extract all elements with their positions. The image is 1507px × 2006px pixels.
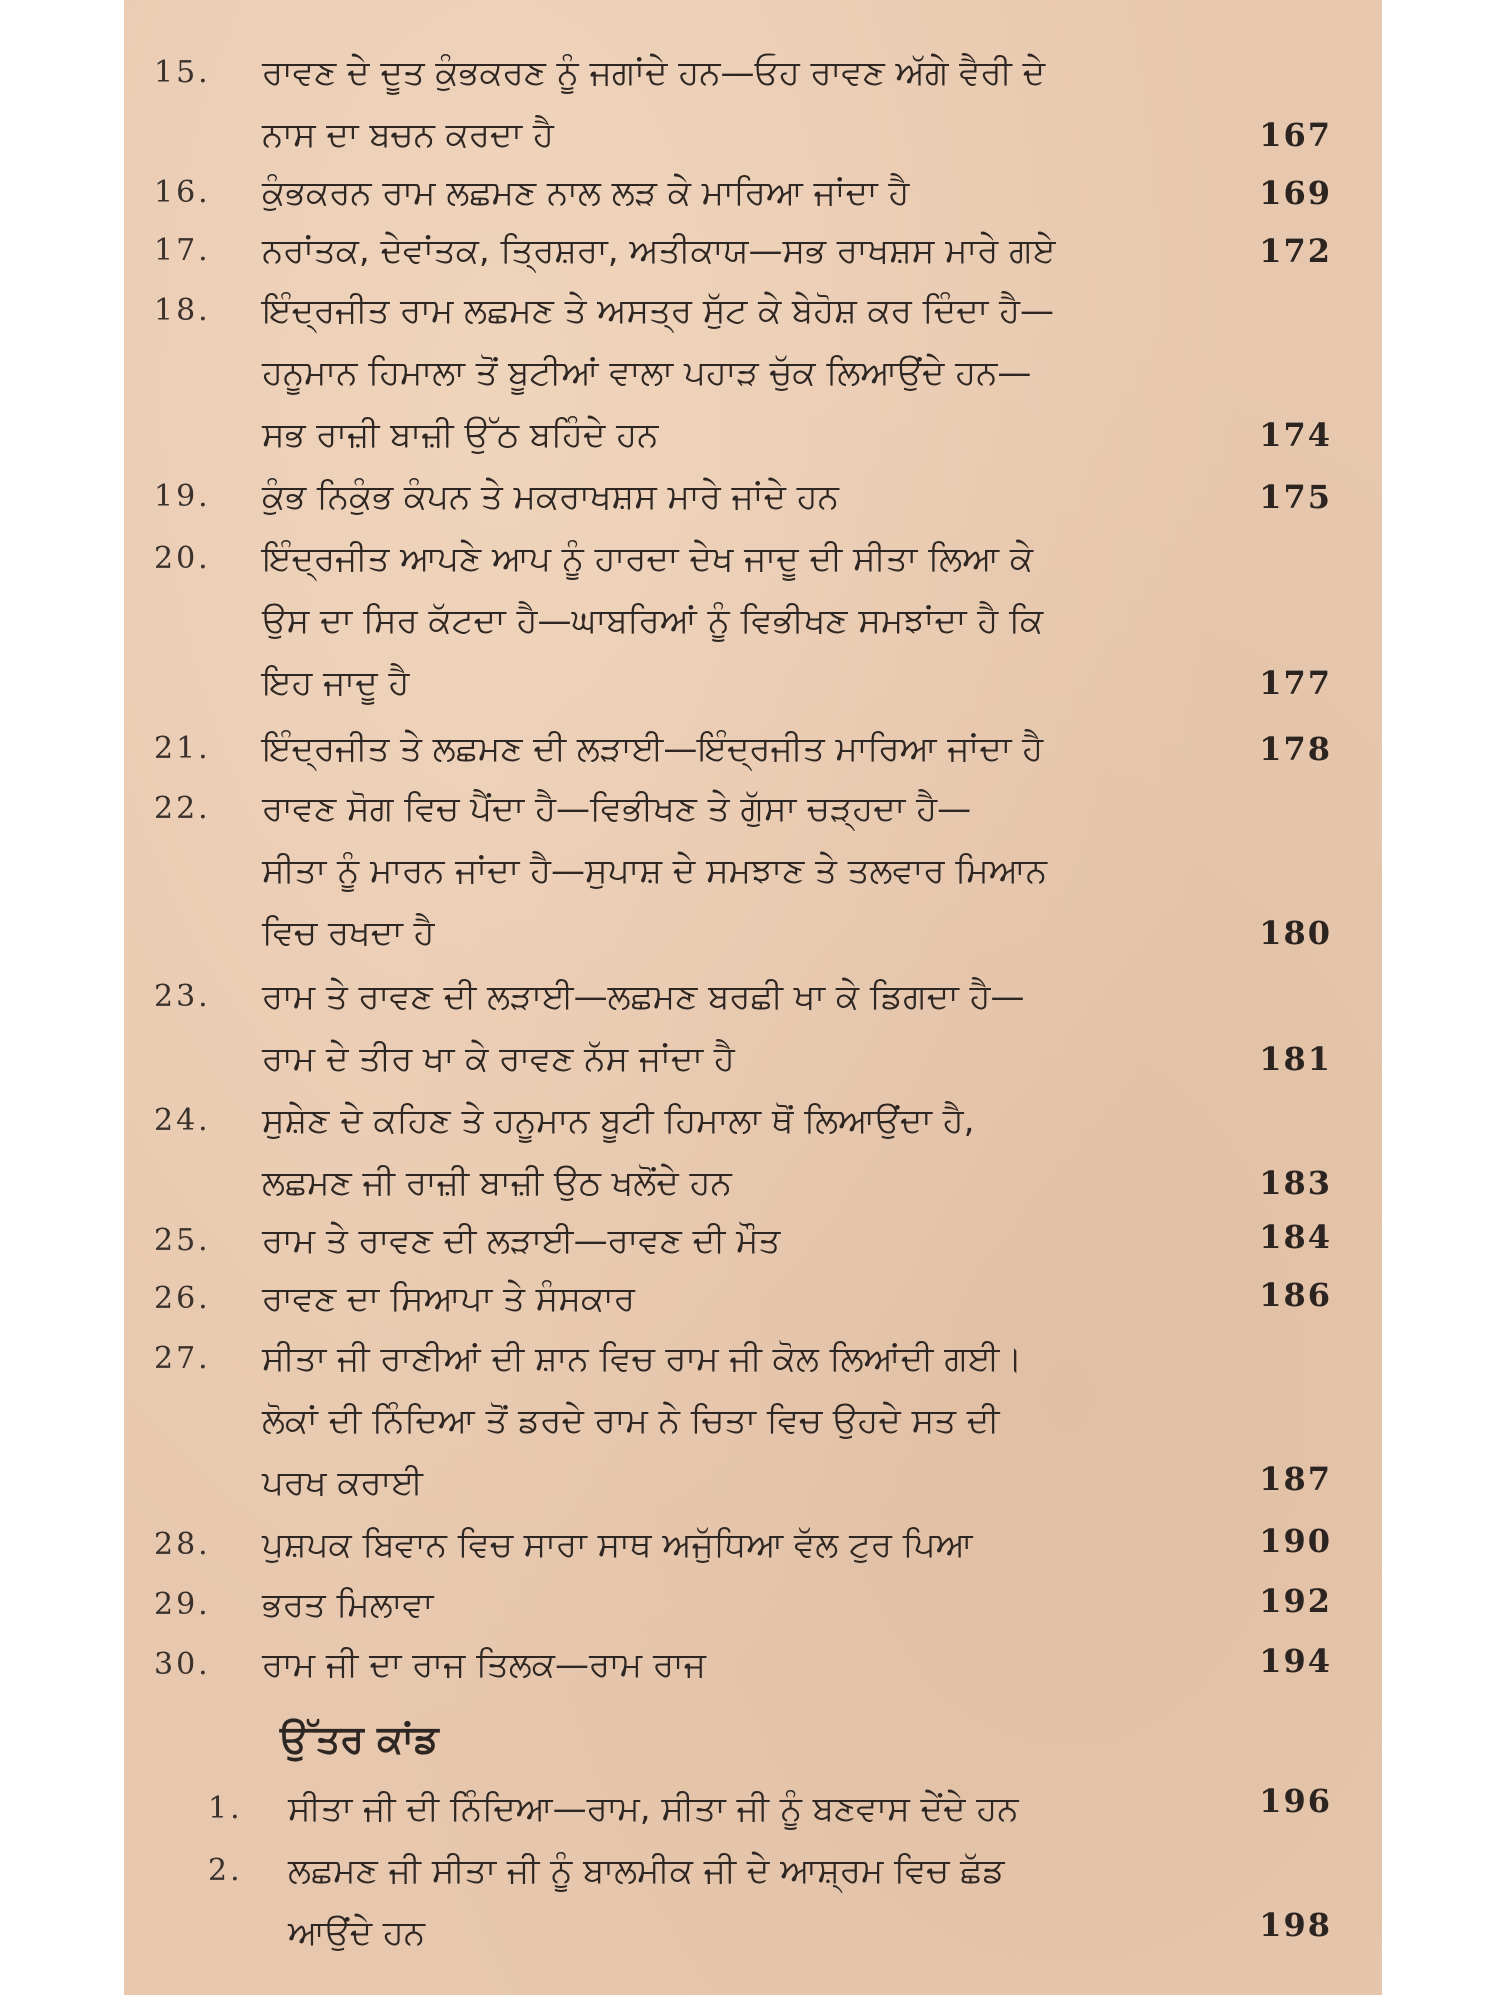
entry-page-number: 190	[1259, 1522, 1332, 1560]
toc-entry	[124, 1516, 1382, 1574]
entry-title-line: ਸੁਸ਼ੇਣ ਦੇ ਕਹਿਣ ਤੇ ਹਨੂਮਾਨ ਬੂਟੀ ਹਿਮਾਲਾ ਥੋਂ ਲਿਆਉਂਦਾ ਹੈ,	[262, 1101, 975, 1141]
toc-entry	[124, 282, 1382, 455]
entry-number: 21.	[154, 731, 211, 766]
entry-title-line: ਇੰਦ੍ਰਜੀਤ ਆਪਣੇ ਆਪ ਨੂੰ ਹਾਰਦਾ ਦੇਖ ਜਾਦੂ ਦੀ ਸੀਤਾ ਲਿਆ ਕੇ	[262, 539, 1034, 579]
entry-title-line: ਕੁੰਭਕਰਨ ਰਾਮ ਲਛਮਣ ਨਾਲ ਲੜ ਕੇ ਮਾਰਿਆ ਜਾਂਦਾ ਹੈ	[262, 173, 910, 213]
toc-entry	[124, 1270, 1382, 1328]
toc-entry	[124, 968, 1382, 1079]
entry-title	[262, 1516, 1262, 1578]
toc-entry	[124, 780, 1382, 953]
toc-entry	[124, 720, 1382, 778]
entry-title	[288, 1842, 1288, 1966]
entry-title-line: ਰਾਮ ਤੇ ਰਾਵਣ ਦੀ ਲੜਾਈ—ਲਛਮਣ ਬਰਛੀ ਖਾ ਕੇ ਡਿਗਦਾ ਹੈ—	[262, 977, 1025, 1017]
entry-number: 16.	[154, 175, 211, 210]
entry-title	[262, 1636, 1262, 1698]
toc-entry	[124, 222, 1382, 280]
entry-title	[288, 1780, 1288, 1842]
toc-entry	[124, 1212, 1382, 1270]
entry-number: 15.	[154, 55, 211, 90]
entry-number: 23.	[154, 979, 211, 1014]
entry-page-number: 180	[1259, 914, 1332, 952]
entry-page-number: 174	[1259, 416, 1332, 454]
entry-title-line: ਭਰਤ ਮਿਲਾਵਾ	[262, 1585, 434, 1625]
entry-page-number: 175	[1259, 478, 1332, 516]
entry-title-line: ਪਰਖ ਕਰਾਈ	[262, 1463, 423, 1503]
entry-title	[262, 720, 1262, 782]
entry-title-line: ਰਾਵਣ ਦਾ ਸਿਆਪਾ ਤੇ ਸੰਸਕਾਰ	[262, 1279, 635, 1319]
entry-page-number: 187	[1259, 1460, 1332, 1498]
entry-number: 2.	[208, 1853, 243, 1888]
entry-title-line: ਲੋਕਾਂ ਦੀ ਨਿੰਦਿਆ ਤੋਂ ਡਰਦੇ ਰਾਮ ਨੇ ਚਿਤਾ ਵਿਚ ਉਹਦੇ ਸਤ ਦੀ	[262, 1401, 1000, 1441]
entry-page-number: 192	[1259, 1582, 1332, 1620]
entry-number: 26.	[154, 1281, 211, 1316]
entry-title-line: ਕੁੰਭ ਨਿਕੁੰਭ ਕੰਪਨ ਤੇ ਮਕਰਾਖਸ਼ਸ ਮਾਰੇ ਜਾਂਦੇ ਹਨ	[262, 477, 839, 517]
entry-title-line: ਸੀਤਾ ਜੀ ਦੀ ਨਿੰਦਿਆ—ਰਾਮ, ਸੀਤਾ ਜੀ ਨੂੰ ਬਣਵਾਸ ਦੇਂਦੇ ਹਨ	[288, 1789, 1019, 1829]
entry-title-line: ਲਛਮਣ ਜੀ ਸੀਤਾ ਜੀ ਨੂੰ ਬਾਲਮੀਕ ਜੀ ਦੇ ਆਸ਼੍ਰਮ ਵਿਚ ਛੱਡ	[288, 1851, 1005, 1891]
entry-number: 29.	[154, 1587, 211, 1622]
entry-page-number: 183	[1259, 1164, 1332, 1202]
entry-number: 30.	[154, 1647, 211, 1682]
toc-entry	[124, 468, 1382, 526]
entry-number: 28.	[154, 1527, 211, 1562]
entry-title	[262, 968, 1262, 1092]
entry-number: 17.	[154, 233, 211, 268]
entry-title-line: ਰਾਵਣ ਸੋਗ ਵਿਚ ਪੈਂਦਾ ਹੈ—ਵਿਭੀਖਣ ਤੇ ਗੁੱਸਾ ਚੜ੍ਹਦਾ ਹੈ—	[262, 789, 972, 829]
entry-title-line: ਲਛਮਣ ਜੀ ਰਾਜ਼ੀ ਬਾਜ਼ੀ ਉਠ ਖਲੋਂਦੇ ਹਨ	[262, 1163, 732, 1203]
toc-entry	[124, 1330, 1382, 1503]
entry-title	[262, 780, 1262, 966]
toc-entry	[124, 1842, 1382, 1953]
entry-page-number: 177	[1259, 664, 1332, 702]
entry-page-number: 169	[1259, 174, 1332, 212]
entry-title-line: ਇਹ ਜਾਦੂ ਹੈ	[262, 663, 410, 703]
entry-title-line: ਸਭ ਰਾਜ਼ੀ ਬਾਜ਼ੀ ਉੱਠ ਬਹਿੰਦੇ ਹਨ	[262, 415, 659, 455]
entry-title-line: ਰਾਮ ਜੀ ਦਾ ਰਾਜ ਤਿਲਕ—ਰਾਮ ਰਾਜ	[262, 1645, 706, 1685]
entry-number: 19.	[154, 479, 211, 514]
toc-entry	[124, 1636, 1382, 1694]
entry-page-number: 186	[1259, 1276, 1332, 1314]
entry-number: 20.	[154, 541, 211, 576]
toc-entry	[124, 164, 1382, 222]
entry-number: 25.	[154, 1223, 211, 1258]
entry-title-line: ਵਿਚ ਰਖਦਾ ਹੈ	[262, 913, 435, 953]
toc-entry	[124, 1780, 1382, 1838]
toc-entry	[124, 1576, 1382, 1634]
entry-title-line: ਉਸ ਦਾ ਸਿਰ ਕੱਟਦਾ ਹੈ—ਘਾਬਰਿਆਂ ਨੂੰ ਵਿਭੀਖਣ ਸਮਝਾਂਦਾ ਹੈ ਕਿ	[262, 601, 1044, 641]
toc-entry	[124, 530, 1382, 703]
entry-number: 18.	[154, 293, 211, 328]
book-page	[124, 0, 1382, 1995]
entry-title-line: ਆਉਂਦੇ ਹਨ	[288, 1913, 426, 1953]
entry-title	[262, 1330, 1262, 1516]
entry-title	[262, 468, 1262, 530]
toc-entry	[124, 44, 1382, 155]
entry-title	[262, 44, 1262, 168]
toc-entry	[124, 1092, 1382, 1203]
entry-title-line: ਰਾਵਣ ਦੇ ਦੂਤ ਕੁੰਭਕਰਣ ਨੂੰ ਜਗਾਂਦੇ ਹਨ—ਓਹ ਰਾਵਣ ਅੱਗੇ ਵੈਰੀ ਦੇ	[262, 53, 1046, 93]
entry-title-line: ਇੰਦ੍ਰਜੀਤ ਰਾਮ ਲਛਮਣ ਤੇ ਅਸਤ੍ਰ ਸੁੱਟ ਕੇ ਬੇਹੋਸ਼ ਕਰ ਦਿੰਦਾ ਹੈ—	[262, 291, 1055, 331]
entry-title	[262, 1212, 1262, 1274]
entry-title	[262, 530, 1262, 716]
entry-page-number: 167	[1259, 116, 1332, 154]
entry-page-number: 178	[1259, 730, 1332, 768]
entry-page-number: 181	[1259, 1040, 1332, 1078]
section-heading: ਉੱਤਰ ਕਾਂਡ	[280, 1717, 439, 1761]
entry-number: 22.	[154, 791, 211, 826]
entry-page-number: 196	[1259, 1782, 1332, 1820]
entry-title	[262, 1270, 1262, 1332]
entry-title-line: ਪੁਸ਼ਪਕ ਬਿਵਾਨ ਵਿਚ ਸਾਰਾ ਸਾਥ ਅਜੁੱਧਿਆ ਵੱਲ ਟੁਰ ਪਿਆ	[262, 1525, 973, 1565]
entry-title-line: ਸੀਤਾ ਜੀ ਰਾਣੀਆਂ ਦੀ ਸ਼ਾਨ ਵਿਚ ਰਾਮ ਜੀ ਕੋਲ ਲਿਆਂਦੀ ਗਈ।	[262, 1339, 1023, 1379]
entry-title-line: ਸੀਤਾ ਨੂੰ ਮਾਰਨ ਜਾਂਦਾ ਹੈ—ਸੁਪਾਸ਼ ਦੇ ਸਮਝਾਣ ਤੇ ਤਲਵਾਰ ਮਿਆਨ	[262, 851, 1047, 891]
entry-number: 24.	[154, 1103, 211, 1138]
entry-title-line: ਨਰਾਂਤਕ, ਦੇਵਾਂਤਕ, ਤ੍ਰਿਸ਼ਰਾ, ਅਤੀਕਾਯ—ਸਭ ਰਾਖਸ਼ਸ ਮਾਰੇ ਗਏ	[262, 231, 1056, 271]
entry-page-number: 184	[1259, 1218, 1332, 1256]
entry-title-line: ਨਾਸ ਦਾ ਬਚਨ ਕਰਦਾ ਹੈ	[262, 115, 554, 155]
entry-title	[262, 282, 1262, 468]
entry-title-line: ਰਾਮ ਤੇ ਰਾਵਣ ਦੀ ਲੜਾਈ—ਰਾਵਣ ਦੀ ਮੌਤ	[262, 1221, 781, 1261]
entry-title-line: ਇੰਦ੍ਰਜੀਤ ਤੇ ਲਛਮਣ ਦੀ ਲੜਾਈ—ਇੰਦ੍ਰਜੀਤ ਮਾਰਿਆ ਜਾਂਦਾ ਹੈ	[262, 729, 1044, 769]
entry-title-line: ਹਨੂਮਾਨ ਹਿਮਾਲਾ ਤੋਂ ਬੂਟੀਆਂ ਵਾਲਾ ਪਹਾੜ ਚੁੱਕ ਲਿਆਉਂਦੇ ਹਨ—	[262, 353, 1032, 393]
entry-page-number: 194	[1259, 1642, 1332, 1680]
entry-title-line: ਰਾਮ ਦੇ ਤੀਰ ਖਾ ਕੇ ਰਾਵਣ ਨੱਸ ਜਾਂਦਾ ਹੈ	[262, 1039, 735, 1079]
entry-title	[262, 164, 1262, 226]
entry-title	[262, 1092, 1262, 1216]
entry-number: 27.	[154, 1341, 211, 1376]
entry-number: 1.	[208, 1791, 243, 1826]
entry-page-number: 172	[1259, 232, 1332, 270]
entry-title	[262, 222, 1262, 284]
entry-title	[262, 1576, 1262, 1638]
entry-page-number: 198	[1259, 1906, 1332, 1944]
